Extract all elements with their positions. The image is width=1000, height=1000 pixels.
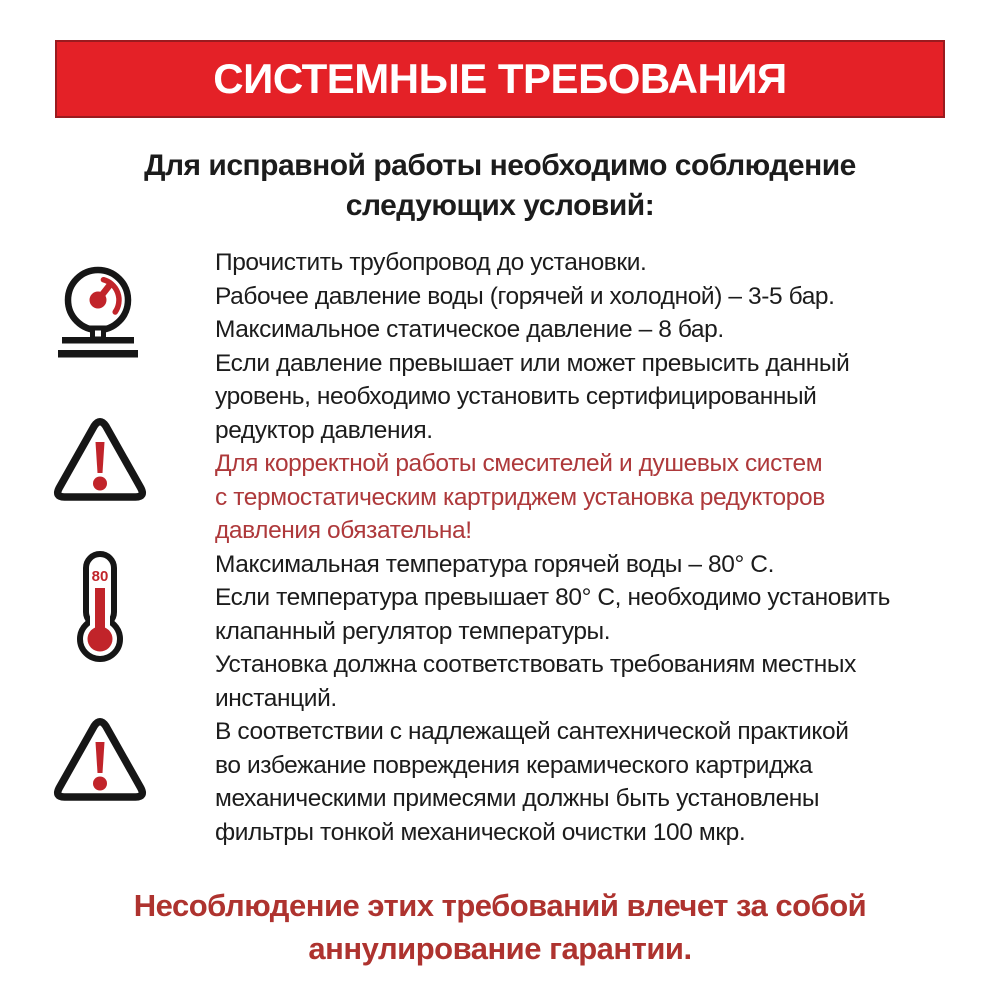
requirement-line: Максимальное статическое давление – 8 бар. [215, 316, 724, 343]
requirement-line: инстанций. [215, 684, 337, 712]
warning-triangle-icon [50, 416, 150, 512]
requirement-line: Если давление превышает или может превысить данный [215, 349, 850, 377]
requirement-line: Для корректной работы смесителей и душевых систем [215, 450, 823, 477]
thermometer-icon [55, 550, 145, 665]
warranty-warning-line-2: аннулирование гарантии. [308, 931, 692, 966]
requirements-text [215, 246, 975, 849]
title-banner [55, 40, 945, 118]
requirement-line: Прочистить трубопровод до установки. [215, 249, 647, 276]
warranty-warning [0, 884, 1000, 970]
requirement-line: во избежание повреждения керамического картриджа [215, 751, 813, 779]
thermometer-max-temp-label: 80 [91, 568, 109, 585]
page-title: СИСТЕМНЫЕ ТРЕБОВАНИЯ [213, 55, 787, 102]
requirement-line: Если температура превышает 80° С, необходимо установить [215, 584, 891, 611]
requirement-line: редуктор давления. [215, 416, 433, 444]
requirement-line: В соответствии с надлежащей сантехнической практикой [215, 718, 849, 745]
subtitle [0, 146, 1000, 226]
subtitle-line-2: следующих условий: [345, 189, 655, 222]
requirement-line: клапанный регулятор температуры. [215, 617, 611, 645]
pressure-gauge-icon [48, 252, 148, 362]
requirement-line: уровень, необходимо установить сертифицированный [215, 383, 817, 410]
requirement-line: давления обязательна! [215, 517, 472, 544]
warranty-warning-line-1: Несоблюдение этих требований влечет за собой [133, 888, 867, 923]
requirement-line: механическими примесями должны быть установлены [215, 785, 820, 812]
requirement-line: с термостатическим картриджем установка редукторов [215, 483, 825, 511]
subtitle-line-1: Для исправной работы необходимо соблюдение [144, 149, 856, 182]
warning-triangle-icon [50, 716, 150, 812]
requirement-line: Установка должна соответствовать требованиям местных [215, 651, 856, 678]
requirement-line: Максимальная температура горячей воды – 80° С. [215, 550, 775, 578]
requirement-line: Рабочее давление воды (горячей и холодной) – 3-5 бар. [215, 282, 835, 310]
requirement-line: фильтры тонкой механической очистки 100 мкр. [215, 818, 746, 846]
